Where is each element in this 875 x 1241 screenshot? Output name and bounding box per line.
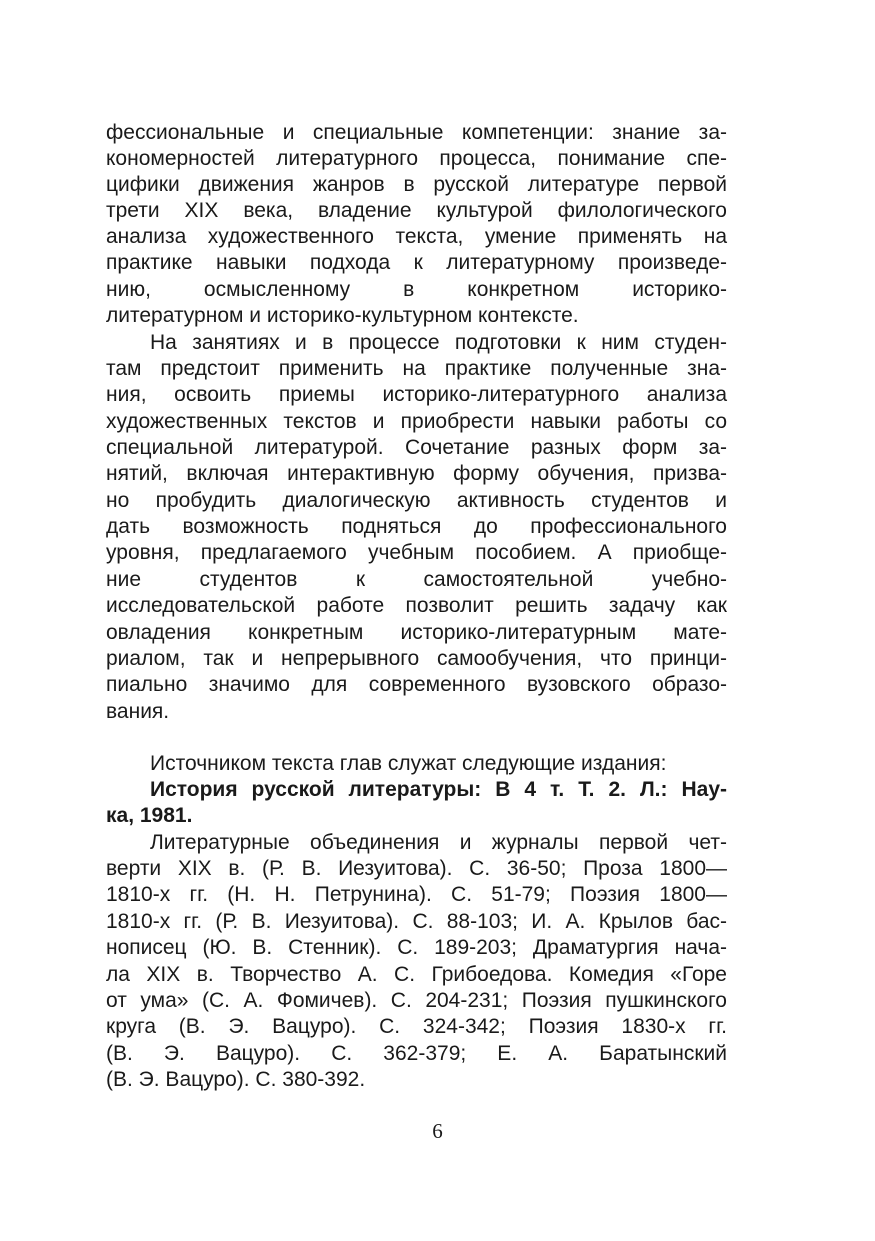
text-line: практике навыки подхода к литературному произведе- xyxy=(106,251,727,274)
text-line: верти XIX в. (Р. В. Иезуитова). С. 36-50; Проза 1800— xyxy=(106,857,727,880)
text-line: специальной литературой. Сочетание разных форм за- xyxy=(106,436,727,459)
text-line: дать возможность подняться до профессионального xyxy=(106,515,727,538)
text-line: ния, освоить приемы историко-литературного анализа xyxy=(106,383,727,406)
text-line: но пробудить диалогическую активность студентов и xyxy=(106,489,727,512)
text-line: ла XIX в. Творчество А. С. Грибоедова. Комедия «Горе xyxy=(106,963,727,986)
text-line: от ума» (С. А. Фомичев). С. 204-231; Поэзия пушкинского xyxy=(106,989,727,1012)
text-line: Литературные объединения и журналы первой чет- xyxy=(150,831,727,854)
text-line: ние студентов к самостоятельной учебно- xyxy=(106,568,727,591)
text-line: (В. Э. Вацуро). С. 362-379; Е. А. Баратынский xyxy=(106,1042,727,1065)
text-line: 1810-х гг. (Р. В. Иезуитова). С. 88-103; И. А. Крылов бас- xyxy=(106,910,727,933)
text-line: пиально значимо для современного вузовского образо- xyxy=(106,673,727,696)
text-line: нописец (Ю. В. Стенник). С. 189-203; Драматургия нача- xyxy=(106,936,727,959)
text-line: риалом, так и непрерывного самообучения, что принци- xyxy=(106,647,727,670)
text-line: История русской литературы: В 4 т. Т. 2. Л.: Нау- xyxy=(150,778,727,801)
text-line: цифики движения жанров в русской литературе первой xyxy=(106,173,727,196)
page-number: 6 xyxy=(432,1119,443,1143)
text-line: уровня, предлагаемого учебным пособием. А приобще- xyxy=(106,541,727,564)
text-line: овладения конкретным историко-литературным мате- xyxy=(106,621,727,644)
text-line: ка, 1981. xyxy=(106,804,193,827)
text-line: фессиональные и специальные компетенции: знание за- xyxy=(106,121,727,144)
text-line: вания. xyxy=(106,700,170,723)
text-line: 1810-х гг. (Н. Н. Петрунина). С. 51-79; Поэзия 1800— xyxy=(106,883,727,906)
text-line: круга (В. Э. Вацуро). С. 324-342; Поэзия 1830-х гг. xyxy=(106,1015,727,1038)
text-line: там предстоит применить на практике полученные зна- xyxy=(106,357,727,380)
text-line: анализа художественного текста, умение применять на xyxy=(106,225,727,248)
text-line: исследовательской работе позволит решить задачу как xyxy=(106,594,727,617)
text-line: кономерностей литературного процесса, понимание спе- xyxy=(106,147,727,170)
text-line: нию, осмысленному в конкретном историко- xyxy=(106,278,727,301)
text-line: На занятиях и в процессе подготовки к ним студен- xyxy=(150,331,727,354)
text-line: нятий, включая интерактивную форму обучения, призва- xyxy=(106,462,727,485)
text-line: художественных текстов и приобрести навыки работы со xyxy=(106,410,727,433)
text-line: Источником текста глав служат следующие издания: xyxy=(150,752,667,775)
text-line: (В. Э. Вацуро). С. 380-392. xyxy=(106,1068,366,1091)
text-line: литературном и историко-культурном контексте. xyxy=(106,304,579,327)
text-line: трети XIX века, владение культурой филологического xyxy=(106,199,727,222)
